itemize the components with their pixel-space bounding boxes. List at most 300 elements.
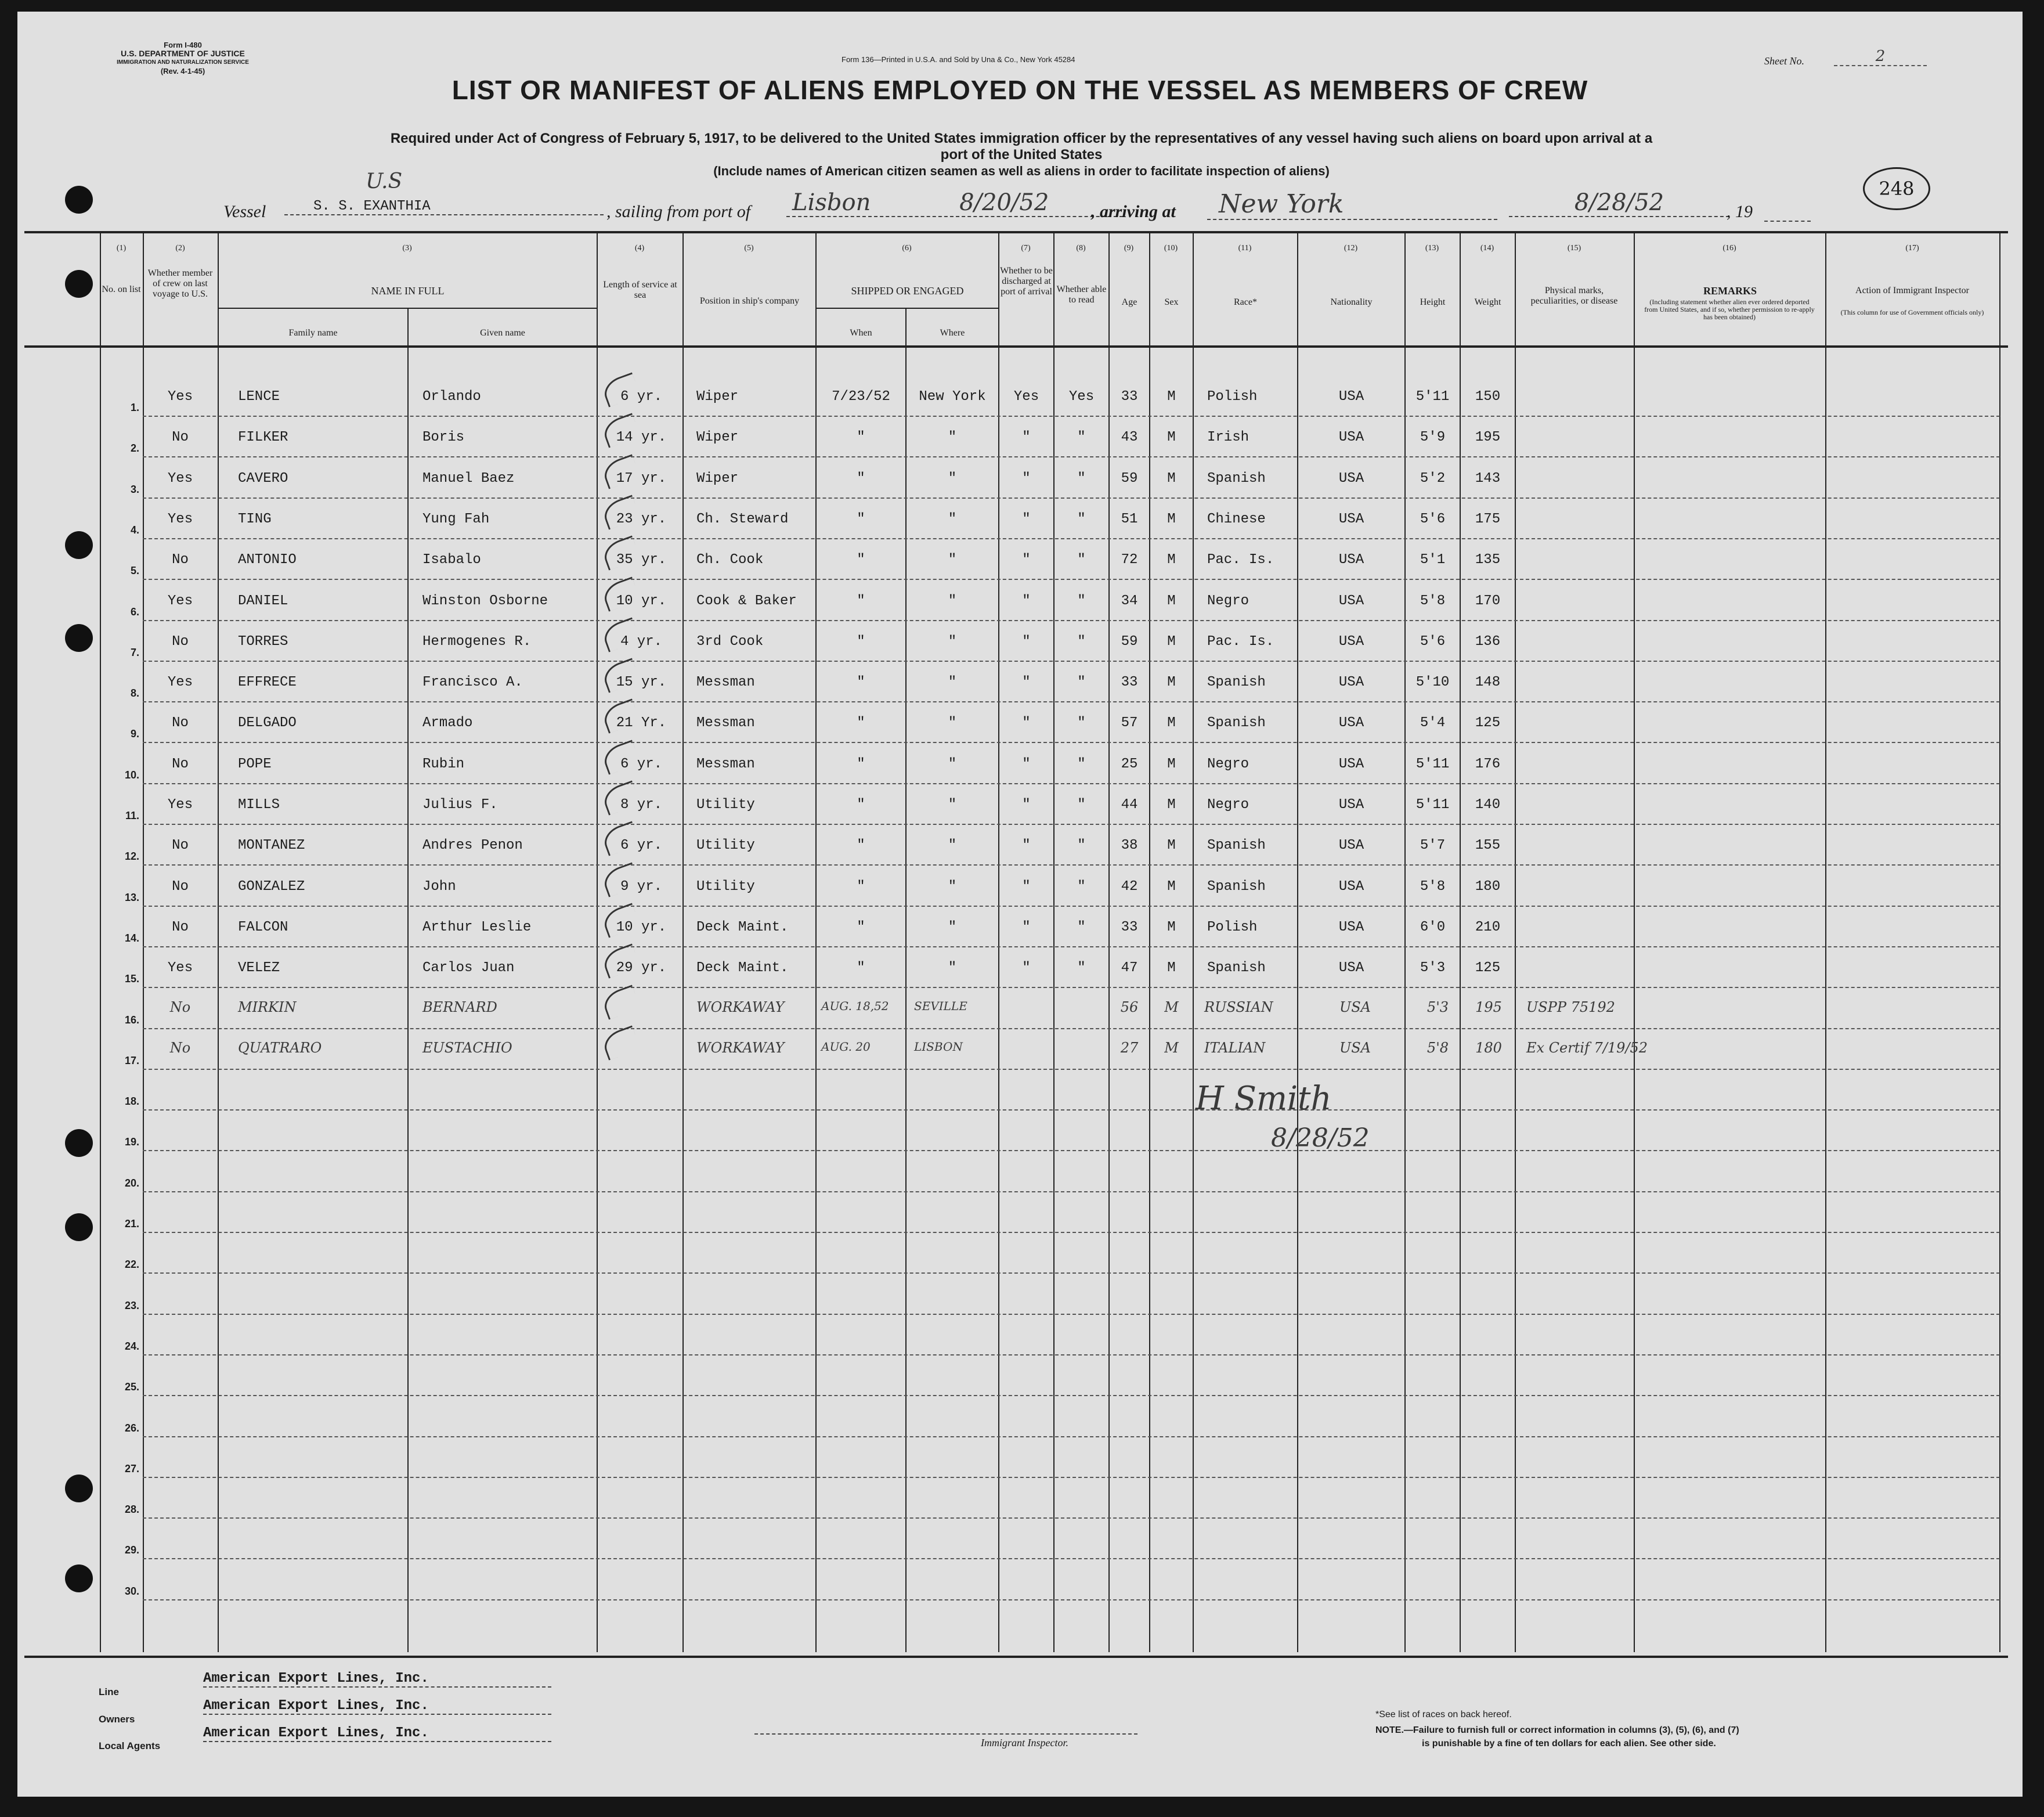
colnum-12: (12) [1344, 244, 1358, 253]
cell-service: 6 yr. [620, 389, 662, 405]
cell-race: Spanish [1207, 838, 1266, 854]
hand-cell-given: EUSTACHIO [422, 1039, 512, 1056]
col-line [1999, 232, 2000, 1652]
cell-service: 29 yr. [616, 960, 667, 976]
hand-cell-when: AUG. 20 [821, 1039, 871, 1054]
colhead-when: When [850, 328, 872, 338]
hand-cell-remark: Ex Certif 7/19/52 [1526, 1039, 1648, 1056]
col-line [218, 232, 219, 1652]
row-rule [143, 1150, 2000, 1151]
cell-position: Utility [696, 797, 755, 813]
hand-cell-age: 27 [1120, 1039, 1139, 1056]
cell-height: 5'8 [1420, 593, 1446, 609]
cell-when: " [857, 797, 865, 813]
cell-weight: 148 [1475, 675, 1501, 691]
cell-last: No [172, 838, 189, 854]
colnum-9: (9) [1124, 244, 1134, 253]
cell-given: Julius F. [422, 797, 498, 813]
col-line [407, 308, 409, 1652]
hand-cell-age: 56 [1120, 998, 1139, 1015]
cell-sex: M [1167, 715, 1176, 731]
inspector-label: Immigrant Inspector. [981, 1737, 1068, 1748]
cell-read: " [1077, 797, 1086, 813]
line-value: American Export Lines, Inc. [203, 1671, 551, 1688]
colhead-read: Whether able to read [1056, 284, 1107, 305]
row-rule [143, 1599, 2000, 1600]
vessel-label: Vessel [223, 202, 266, 221]
row-rule [143, 579, 2000, 580]
cell-nationality: USA [1338, 470, 1364, 486]
shipped-subrule [815, 308, 999, 309]
cell-race: Pac. Is. [1207, 633, 1274, 650]
cell-height: 5'2 [1420, 470, 1446, 486]
row-rule [143, 1272, 2000, 1274]
row-rule [143, 620, 2000, 621]
row-rule [143, 416, 2000, 417]
colhead-family-name: Family name [288, 328, 338, 338]
cell-read: " [1077, 878, 1086, 895]
row-number: 29. [124, 1544, 139, 1556]
revision: (Rev. 4-1-45) [160, 67, 205, 75]
row-number: 5. [130, 565, 139, 577]
cell-service: 8 yr. [620, 797, 662, 813]
cell-discharged: " [1022, 593, 1031, 609]
cell-discharged: " [1022, 552, 1031, 568]
row-number: 20. [124, 1177, 139, 1189]
cell-service: 14 yr. [616, 430, 667, 446]
cell-read: " [1077, 593, 1086, 609]
colnum-1: (1) [116, 244, 127, 253]
sheet-label: Sheet No. [1764, 55, 1804, 67]
cell-given: Manuel Baez [422, 470, 515, 486]
cell-weight: 195 [1475, 430, 1501, 446]
cell-height: 5'10 [1415, 675, 1450, 691]
cell-given: Boris [422, 430, 465, 446]
service: IMMIGRATION AND NATURALIZATION SERVICE [117, 59, 249, 66]
line-label: Line [99, 1686, 119, 1697]
colnum-6: (6) [902, 244, 912, 253]
row-number: 12. [124, 850, 139, 863]
cell-discharged: " [1022, 470, 1031, 486]
cell-when: " [857, 633, 865, 650]
hand-cell-position: WORKAWAY [696, 998, 785, 1015]
cell-race: Spanish [1207, 675, 1266, 691]
cell-sex: M [1167, 552, 1176, 568]
colnum-3: (3) [402, 244, 412, 253]
cell-height: 5'1 [1420, 552, 1446, 568]
cell-height: 5'6 [1420, 633, 1446, 650]
cell-sex: M [1167, 919, 1176, 935]
row-number: 9. [130, 728, 139, 740]
cell-weight: 136 [1475, 633, 1501, 650]
colnum-15: (15) [1567, 244, 1581, 253]
colhead-action: Action of Immigrant Inspector [1855, 286, 1969, 295]
cell-service: 6 yr. [620, 838, 662, 854]
date-to: 8/28/52 [1509, 189, 1729, 217]
cell-sex: M [1167, 593, 1176, 609]
inspector-line [754, 1733, 1137, 1735]
cell-position: Wiper [696, 470, 739, 486]
cell-service: 35 yr. [616, 552, 667, 568]
cell-where: " [948, 715, 957, 731]
cell-height: 5'4 [1420, 715, 1446, 731]
hand-cell-last: No [169, 1039, 191, 1056]
colhead-age: Age [1121, 297, 1137, 307]
row-rule [143, 987, 2000, 988]
hand-cell-weight: 195 [1475, 998, 1502, 1015]
name-subrule [218, 308, 598, 309]
row-number: 14. [124, 932, 139, 944]
col-line [905, 308, 907, 1652]
row-rule [143, 497, 2000, 499]
cell-nationality: USA [1338, 919, 1364, 935]
row-number: 13. [124, 891, 139, 903]
cell-where: " [948, 633, 957, 650]
cell-read: " [1077, 715, 1086, 731]
cell-when: " [857, 960, 865, 976]
punch-hole [65, 186, 93, 214]
cell-nationality: USA [1338, 633, 1364, 650]
colnum-7: (7) [1021, 244, 1031, 253]
subtitle-line-1: Required under Act of Congress of February 5, 1917, to be delivered to the United States immigration officer by the representatives of any vessel having such aliens on board upon arrival at a [390, 131, 1653, 146]
cell-where: " [948, 960, 957, 976]
row-rule [143, 1109, 2000, 1111]
cell-sex: M [1167, 960, 1176, 976]
cell-nationality: USA [1338, 838, 1364, 854]
cell-family: FILKER [238, 430, 288, 446]
cell-nationality: USA [1338, 675, 1364, 691]
row-number: 19. [124, 1136, 139, 1148]
cell-when: " [857, 430, 865, 446]
row-rule [143, 1354, 2000, 1355]
hand-cell-race: RUSSIAN [1204, 998, 1273, 1015]
hand-cell-height: 5'3 [1427, 998, 1449, 1015]
cell-read: " [1077, 675, 1086, 691]
cell-position: Ch. Cook [696, 552, 764, 568]
row-number: 28. [124, 1504, 139, 1516]
hand-cell-family: QUATRARO [238, 1039, 322, 1056]
document-title: LIST OR MANIFEST OF ALIENS EMPLOYED ON THE VESSEL AS MEMBERS OF CREW [452, 75, 1588, 105]
cell-family: CAVERO [238, 470, 288, 486]
subtitle-line-3: (Include names of American citizen seamen as well as aliens in order to facilitate inspection of aliens) [713, 164, 1330, 178]
row-number: 25. [124, 1381, 139, 1393]
cell-when: " [857, 756, 865, 772]
row-rule [143, 906, 2000, 907]
cell-read: " [1077, 756, 1086, 772]
row-number: 6. [130, 605, 139, 618]
cell-given: Hermogenes R. [422, 633, 532, 650]
cell-position: Wiper [696, 389, 739, 405]
row-number: 18. [124, 1095, 139, 1108]
cell-weight: 210 [1475, 919, 1501, 935]
colhead-race: Race* [1234, 297, 1257, 307]
port-from: Lisbon [792, 189, 871, 216]
cell-position: 3rd Cook [696, 633, 764, 650]
colnum-16: (16) [1722, 244, 1736, 253]
row-rule [143, 1191, 2000, 1192]
cell-where: " [948, 675, 957, 691]
cell-read: " [1077, 838, 1086, 854]
cell-weight: 155 [1475, 838, 1501, 854]
cell-age: 57 [1121, 715, 1138, 731]
form-number: Form I-480 [164, 41, 202, 49]
row-number: 8. [130, 687, 139, 700]
arriving-label: , arriving at [1091, 202, 1176, 221]
cell-weight: 170 [1475, 593, 1501, 609]
owners-value: American Export Lines, Inc. [203, 1698, 551, 1715]
cell-age: 47 [1121, 960, 1138, 976]
cell-family: GONZALEZ [238, 878, 305, 895]
colnum-8: (8) [1076, 244, 1086, 253]
row-number: 2. [130, 442, 139, 455]
cell-when: " [857, 552, 865, 568]
cell-age: 72 [1121, 552, 1138, 568]
cell-race: Polish [1207, 919, 1258, 935]
hand-cell-nationality: USA [1339, 1039, 1371, 1056]
cell-read: " [1077, 430, 1086, 446]
cell-age: 51 [1121, 511, 1138, 527]
cell-last: No [172, 552, 189, 568]
cell-sex: M [1167, 675, 1176, 691]
cell-when: " [857, 470, 865, 486]
note-line-1: NOTE.—Failure to furnish full or correct information in columns (3), (5), (6), and (7) [1375, 1725, 1739, 1735]
cell-family: LENCE [238, 389, 280, 405]
cell-given: Arthur Leslie [422, 919, 532, 935]
cell-weight: 140 [1475, 797, 1501, 813]
cell-sex: M [1167, 430, 1176, 446]
cell-service: 10 yr. [616, 919, 667, 935]
cell-where: New York [919, 389, 986, 405]
cell-sex: M [1167, 470, 1176, 486]
row-rule [143, 1517, 2000, 1519]
col-line [682, 232, 684, 1652]
colnum-10: (10) [1164, 244, 1178, 253]
cell-family: EFFRECE [238, 675, 297, 691]
cell-age: 25 [1121, 756, 1138, 772]
cell-last: Yes [167, 593, 193, 609]
cell-height: 5'11 [1415, 797, 1450, 813]
cell-height: 6'0 [1420, 919, 1446, 935]
cell-age: 59 [1121, 633, 1138, 650]
cell-last: Yes [167, 960, 193, 976]
cell-discharged: " [1022, 797, 1031, 813]
cell-age: 59 [1121, 470, 1138, 486]
cell-race: Irish [1207, 430, 1249, 446]
cell-given: Isabalo [422, 552, 481, 568]
hand-cell-remark: USPP 75192 [1526, 998, 1615, 1015]
vessel-name: S. S. EXANTHIA [284, 199, 604, 215]
cell-race: Chinese [1207, 511, 1266, 527]
cell-where: " [948, 838, 957, 854]
inspector-date: 8/28/52 [1271, 1123, 1370, 1153]
cell-when: " [857, 593, 865, 609]
cell-position: Messman [696, 675, 755, 691]
row-rule [143, 1232, 2000, 1233]
cell-weight: 180 [1475, 878, 1501, 895]
colhead-weight: Weight [1474, 297, 1501, 307]
cell-service: 6 yr. [620, 756, 662, 772]
cell-nationality: USA [1338, 797, 1364, 813]
cell-service: 10 yr. [616, 593, 667, 609]
cell-service: 4 yr. [620, 633, 662, 650]
owners-label: Owners [99, 1714, 135, 1725]
cell-where: " [948, 470, 957, 486]
cell-sex: M [1167, 756, 1176, 772]
cell-read: " [1077, 511, 1086, 527]
cell-nationality: USA [1338, 756, 1364, 772]
cell-height: 5'3 [1420, 960, 1446, 976]
row-rule [143, 946, 2000, 947]
colhead-shipped: SHIPPED OR ENGAGED [851, 285, 964, 297]
row-number: 10. [124, 769, 139, 781]
hand-cell-sex: M [1164, 1039, 1179, 1056]
cell-given: Orlando [422, 389, 481, 405]
cell-where: " [948, 430, 957, 446]
row-rule [143, 538, 2000, 539]
cell-position: Utility [696, 878, 755, 895]
stamp-number: 248 [1863, 167, 1930, 210]
col-line [1825, 232, 1826, 1652]
cell-weight: 175 [1475, 511, 1501, 527]
cell-discharged: " [1022, 511, 1031, 527]
cell-position: Cook & Baker [696, 593, 797, 609]
cell-nationality: USA [1338, 715, 1364, 731]
cell-position: Utility [696, 838, 755, 854]
row-number: 15. [124, 973, 139, 985]
date-from: 8/20/52 [959, 189, 1049, 216]
subtitle-line-2: port of the United States [940, 147, 1103, 163]
cell-service: 9 yr. [620, 878, 662, 895]
row-rule [143, 742, 2000, 743]
cell-where: " [948, 919, 957, 935]
colnum-14: (14) [1480, 244, 1494, 253]
row-number: 27. [124, 1462, 139, 1474]
cell-age: 33 [1121, 389, 1138, 405]
cell-service: 15 yr. [616, 675, 667, 691]
row-rule [143, 1069, 2000, 1070]
cell-last: No [172, 633, 189, 650]
cell-when: " [857, 511, 865, 527]
sheet-number: 2 [1834, 48, 1927, 66]
cell-race: Spanish [1207, 960, 1266, 976]
cell-given: Francisco A. [422, 675, 523, 691]
colnum-11: (11) [1238, 244, 1252, 253]
colhead-name: NAME IN FULL [371, 285, 445, 297]
cell-weight: 125 [1475, 960, 1501, 976]
cell-last: Yes [167, 470, 193, 486]
cell-read: " [1077, 552, 1086, 568]
row-rule [143, 1436, 2000, 1437]
colhead-remarks: REMARKS [1703, 285, 1757, 297]
colhead-given-name: Given name [480, 328, 525, 338]
cell-position: Deck Maint. [696, 960, 789, 976]
row-number: 17. [124, 1054, 139, 1066]
row-number: 16. [124, 1014, 139, 1026]
row-number: 11. [125, 810, 139, 821]
cell-height: 5'11 [1415, 756, 1450, 772]
cell-when: " [857, 715, 865, 731]
cell-family: VELEZ [238, 960, 280, 976]
cell-family: ANTONIO [238, 552, 297, 568]
row-rule [143, 1395, 2000, 1396]
cell-weight: 150 [1475, 389, 1501, 405]
row-number: 22. [124, 1259, 139, 1271]
colhead-discharged: Whether to be discharged at port of arrival [1000, 266, 1053, 297]
colnum-5: (5) [744, 244, 754, 253]
cell-position: Ch. Steward [696, 511, 789, 527]
printer-note: Form 136—Printed in U.S.A. and Sold by Una & Co., New York 45284 [842, 55, 1075, 64]
races-note: *See list of races on back hereof. [1375, 1710, 1512, 1719]
cell-discharged: " [1022, 715, 1031, 731]
cell-family: DANIEL [238, 593, 288, 609]
row-number: 21. [124, 1218, 139, 1230]
cell-read: Yes [1068, 389, 1095, 405]
cell-read: " [1077, 919, 1086, 935]
cell-last: No [172, 715, 189, 731]
cell-nationality: USA [1338, 511, 1364, 527]
cell-position: Messman [696, 756, 755, 772]
colhead-physical-marks: Physical marks, peculiarities, or disease [1530, 286, 1618, 306]
hand-cell-sex: M [1164, 998, 1179, 1015]
inspector-signature: H Smith [1196, 1080, 1332, 1117]
cell-sex: M [1167, 511, 1176, 527]
row-number: 1. [130, 402, 139, 413]
cell-weight: 176 [1475, 756, 1501, 772]
cell-family: POPE [238, 756, 272, 772]
cell-race: Spanish [1207, 878, 1266, 895]
cell-discharged: " [1022, 878, 1031, 895]
cell-read: " [1077, 960, 1086, 976]
cell-position: Messman [696, 715, 755, 731]
cell-discharged: " [1022, 838, 1031, 854]
cell-race: Spanish [1207, 470, 1266, 486]
cell-nationality: USA [1338, 593, 1364, 609]
cell-last: No [172, 878, 189, 895]
cell-given: Armado [422, 715, 473, 731]
hand-cell-nationality: USA [1339, 998, 1371, 1015]
header-rule [24, 345, 2008, 348]
cell-age: 34 [1121, 593, 1138, 609]
cell-service: 21 Yr. [616, 715, 667, 731]
cell-given: Winston Osborne [422, 593, 548, 609]
cell-race: Spanish [1207, 715, 1266, 731]
colhead-service: Length of service at sea [603, 280, 677, 300]
row-rule [143, 661, 2000, 662]
row-rule [143, 1314, 2000, 1315]
colhead-action-note: (This column for use of Government officials only) [1840, 308, 1984, 316]
hand-cell-when: AUG. 18,52 [821, 998, 889, 1013]
cell-position: Deck Maint. [696, 919, 789, 935]
cell-where: " [948, 797, 957, 813]
row-number: 3. [130, 483, 139, 495]
cell-where: " [948, 756, 957, 772]
cell-weight: 125 [1475, 715, 1501, 731]
row-number: 30. [124, 1585, 139, 1597]
row-number: 23. [124, 1299, 139, 1311]
row-number: 24. [124, 1340, 139, 1352]
col-line [597, 232, 598, 1652]
cell-family: TORRES [238, 633, 288, 650]
row-rule [143, 1477, 2000, 1478]
cell-family: MONTANEZ [238, 838, 305, 854]
colhead-nationality: Nationality [1330, 297, 1373, 307]
cell-where: " [948, 593, 957, 609]
colnum-17: (17) [1905, 244, 1919, 253]
colhead-last-voyage: Whether member of crew on last voyage to U.S. [147, 268, 213, 299]
cell-nationality: USA [1338, 389, 1364, 405]
cell-last: No [172, 756, 189, 772]
cell-nationality: USA [1338, 878, 1364, 895]
